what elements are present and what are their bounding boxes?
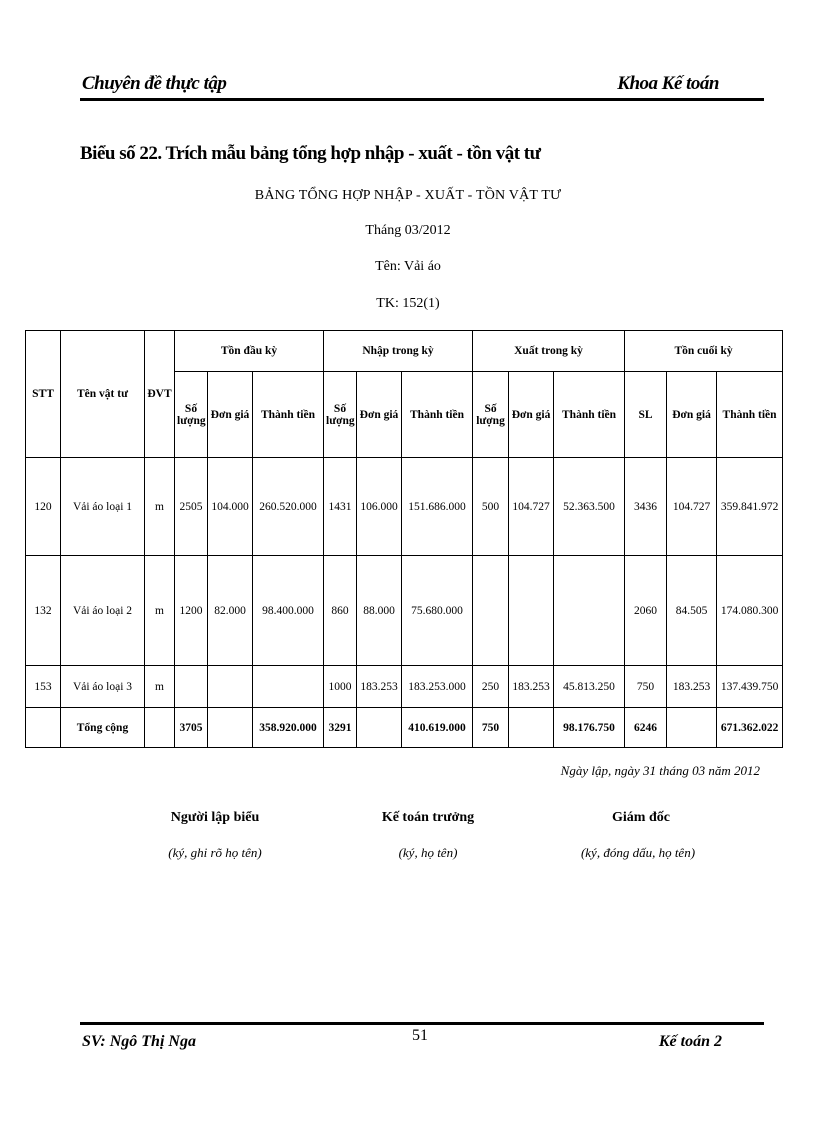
footer-rule [80,1022,764,1025]
col-name: Tên vật tư [61,331,145,458]
cell-unit: m [145,458,175,556]
cell-open-price: 82.000 [208,556,253,666]
col-out-qty: Số lượng [473,372,509,458]
col-close-amount: Thành tiền [717,372,783,458]
footer-student: SV: Ngô Thị Nga [82,1033,196,1050]
report-account: TK: 152(1) [376,296,440,311]
cell-open-amount: 98.400.000 [253,556,324,666]
footer-class: Kế toán 2 [658,1033,722,1050]
cell-open-qty: 1200 [175,556,208,666]
cell-close-qty: 2060 [625,556,667,666]
cell-close-amount: 174.080.300 [717,556,783,666]
cell-close-price: 84.505 [667,556,717,666]
table-row [26,556,783,666]
col-unit: ĐVT [145,331,175,458]
col-open-amount: Thành tiền [253,372,324,458]
cell-in-price: 106.000 [357,458,402,556]
cell-unit: m [145,666,175,708]
signature-preparer-title: Người lập biểu [170,810,260,825]
cell-open-price [208,666,253,708]
cell-in-price: 88.000 [357,556,402,666]
cell-close-price: 183.253 [667,666,717,708]
total-label: Tổng cộng [61,708,145,748]
cell-open-amount [253,666,324,708]
col-close-price: Đơn giá [667,372,717,458]
total-out-qty: 750 [473,708,509,748]
header-row-groups [26,331,783,372]
total-out-amount: 98.176.750 [554,708,625,748]
total-in-qty: 3291 [324,708,357,748]
cell-open-price: 104.000 [208,458,253,556]
page-number: 51 [412,1027,428,1044]
cell-open-amount: 260.520.000 [253,458,324,556]
report-month: Tháng 03/2012 [365,223,451,238]
cell-out-amount [554,556,625,666]
cell-open-qty [175,666,208,708]
total-close-price [667,708,717,748]
figure-caption: Biểu số 22. Trích mẫu bảng tổng hợp nhập - xuất - tồn vật tư [80,143,541,164]
cell-name: Vải áo loại 3 [61,666,145,708]
total-row [26,708,783,748]
cell-close-qty: 3436 [625,458,667,556]
signature-preparer-note: (ký, ghi rõ họ tên) [168,845,262,860]
total-close-amount: 671.362.022 [717,708,783,748]
cell-out-qty: 250 [473,666,509,708]
cell-out-qty: 500 [473,458,509,556]
cell-in-qty: 1000 [324,666,357,708]
cell-stt: 120 [26,458,61,556]
col-open-qty: Số lượng [175,372,208,458]
total-in-amount: 410.619.000 [402,708,473,748]
col-out-amount: Thành tiền [554,372,625,458]
signature-director-title: Giám đốc [612,810,670,825]
cell-close-amount: 137.439.750 [717,666,783,708]
signature-director-note: (ký, đóng dấu, họ tên) [580,845,696,860]
cell-close-qty: 750 [625,666,667,708]
cell-stt [26,708,61,748]
cell-close-amount: 359.841.972 [717,458,783,556]
header-right: Khoa Kế toán [617,73,719,94]
col-group-opening: Tồn đầu kỳ [175,331,324,372]
cell-out-amount: 52.363.500 [554,458,625,556]
cell-in-amount: 183.253.000 [402,666,473,708]
cell-close-price: 104.727 [667,458,717,556]
cell-in-price: 183.253 [357,666,402,708]
cell-name: Vải áo loại 2 [61,556,145,666]
date-line: Ngày lập, ngày 31 tháng 03 năm 2012 [560,763,760,778]
col-in-price: Đơn giá [357,372,402,458]
table-row [26,666,783,708]
cell-in-qty: 1431 [324,458,357,556]
cell-out-price [509,556,554,666]
cell-unit [145,708,175,748]
signature-chief-accountant-note: (ký, họ tên) [398,845,458,860]
col-in-qty: Số lượng [324,372,357,458]
cell-out-price: 183.253 [509,666,554,708]
cell-stt: 132 [26,556,61,666]
col-close-qty: SL [625,372,667,458]
total-out-price [509,708,554,748]
total-open-amount: 358.920.000 [253,708,324,748]
col-out-price: Đơn giá [509,372,554,458]
header-rule [80,98,764,101]
inventory-summary-table [25,330,783,748]
cell-out-qty [473,556,509,666]
total-close-qty: 6246 [625,708,667,748]
report-item-name: Tên: Vải áo [375,259,441,274]
col-group-export: Xuất trong kỳ [473,331,625,372]
cell-out-amount: 45.813.250 [554,666,625,708]
cell-in-amount: 151.686.000 [402,458,473,556]
cell-out-price: 104.727 [509,458,554,556]
cell-stt: 153 [26,666,61,708]
col-group-closing: Tồn cuối kỳ [625,331,783,372]
signature-chief-accountant-title: Kế toán trưởng [381,810,475,825]
total-open-price [208,708,253,748]
col-group-import: Nhập trong kỳ [324,331,473,372]
report-title: BẢNG TỔNG HỢP NHẬP - XUẤT - TỒN VẬT TƯ [254,188,562,203]
cell-unit: m [145,556,175,666]
col-open-price: Đơn giá [208,372,253,458]
cell-name: Vải áo loại 1 [61,458,145,556]
col-stt: STT [26,331,61,458]
table-row [26,458,783,556]
header-left: Chuyên đề thực tập [82,73,227,94]
total-open-qty: 3705 [175,708,208,748]
total-in-price [357,708,402,748]
cell-in-qty: 860 [324,556,357,666]
col-in-amount: Thành tiền [402,372,473,458]
cell-in-amount: 75.680.000 [402,556,473,666]
cell-open-qty: 2505 [175,458,208,556]
